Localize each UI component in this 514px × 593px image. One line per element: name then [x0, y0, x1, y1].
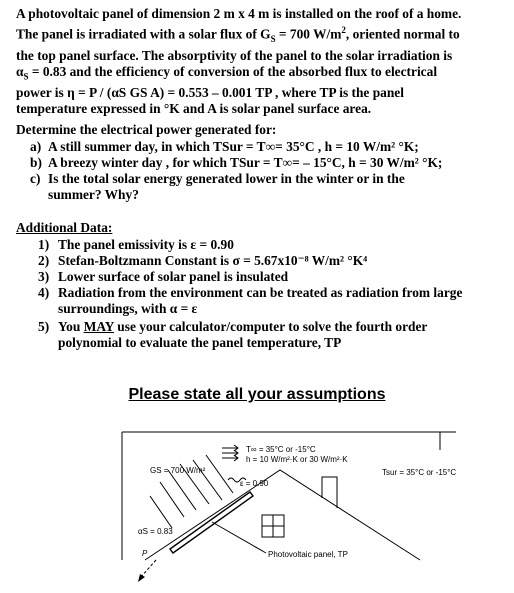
data-item-5: 5) You MAY use your calculator/computer to solve the fourth order — [38, 319, 428, 334]
power-label: P — [142, 549, 148, 558]
assumptions-heading: Please state all your assumptions — [128, 386, 386, 403]
chimney — [322, 477, 337, 508]
panel-leader-line — [212, 522, 266, 553]
h-label: h = 10 W/m²·K or 30 W/m²·K — [246, 455, 348, 464]
question-a: a) A still summer day, in which TSur = T∞= 35°C , h = 10 W/m² °K; — [30, 139, 419, 154]
intro-line-1: A photovoltaic panel of dimension 2 m x 4 m is installed on the roof of a home. — [16, 6, 462, 21]
additional-data-heading: Additional Data: — [16, 220, 113, 235]
alpha-label: αS = 0.83 — [138, 527, 173, 536]
data-item-2: 2) Stefan-Boltzmann Constant is σ = 5.67x10⁻⁸ W/m² °K⁴ — [38, 253, 368, 268]
question-c-cont: summer? Why? — [48, 187, 139, 202]
emissivity-label: ε = 0.90 — [240, 479, 269, 488]
intro-line-3: the top panel surface. The absorptivity of the panel to the solar irradiation is — [16, 47, 453, 63]
panel-label: Photovoltaic panel, TP — [268, 550, 348, 559]
intro-line-6: temperature expressed in °K and A is solar panel surface area. — [16, 100, 372, 116]
question-heading: Determine the electrical power generated for: — [16, 122, 277, 137]
intro-line-4: $\alpha_S = 0.83$ and the efficiency of conversion of the absorbed flux to electrical — [16, 63, 438, 82]
data-item-4-cont: surroundings, with α = ε — [58, 301, 198, 316]
t-inf-label: T∞ = 35°C or -15°C — [246, 445, 316, 454]
convection-arrows-icon — [222, 445, 238, 461]
data-item-3: 3) Lower surface of solar panel is insulated — [38, 269, 289, 284]
data-item-5-cont: polynomial to evaluate the panel temperature, TP — [58, 335, 342, 350]
photovoltaic-panel — [170, 492, 253, 553]
intro-line-2: The panel is irradiated with a solar flux of $G_S = 700$ $W/m^2$, oriented normal to — [16, 25, 460, 45]
power-arrow — [140, 560, 156, 578]
intro-line-5: power is η = P / (αS GS A) = 0.553 – 0.001 TP , where TP is the panel — [16, 84, 404, 100]
data-item-4: 4) Radiation from the environment can be treated as radiation from large — [38, 285, 463, 300]
question-b: b) A breezy winter day , for which TSur = T∞= – 15°C, h = 30 W/m² °K; — [30, 155, 443, 170]
tsur-label: Tsur = 35°C or -15°C — [382, 468, 457, 477]
question-c: c) Is the total solar energy generated lower in the winter or in the — [30, 171, 405, 186]
gs-label: GS = 700 W/m² — [150, 466, 206, 475]
data-item-1: 1) The panel emissivity is ε = 0.90 — [38, 237, 234, 252]
power-arrowhead-icon — [138, 574, 145, 582]
